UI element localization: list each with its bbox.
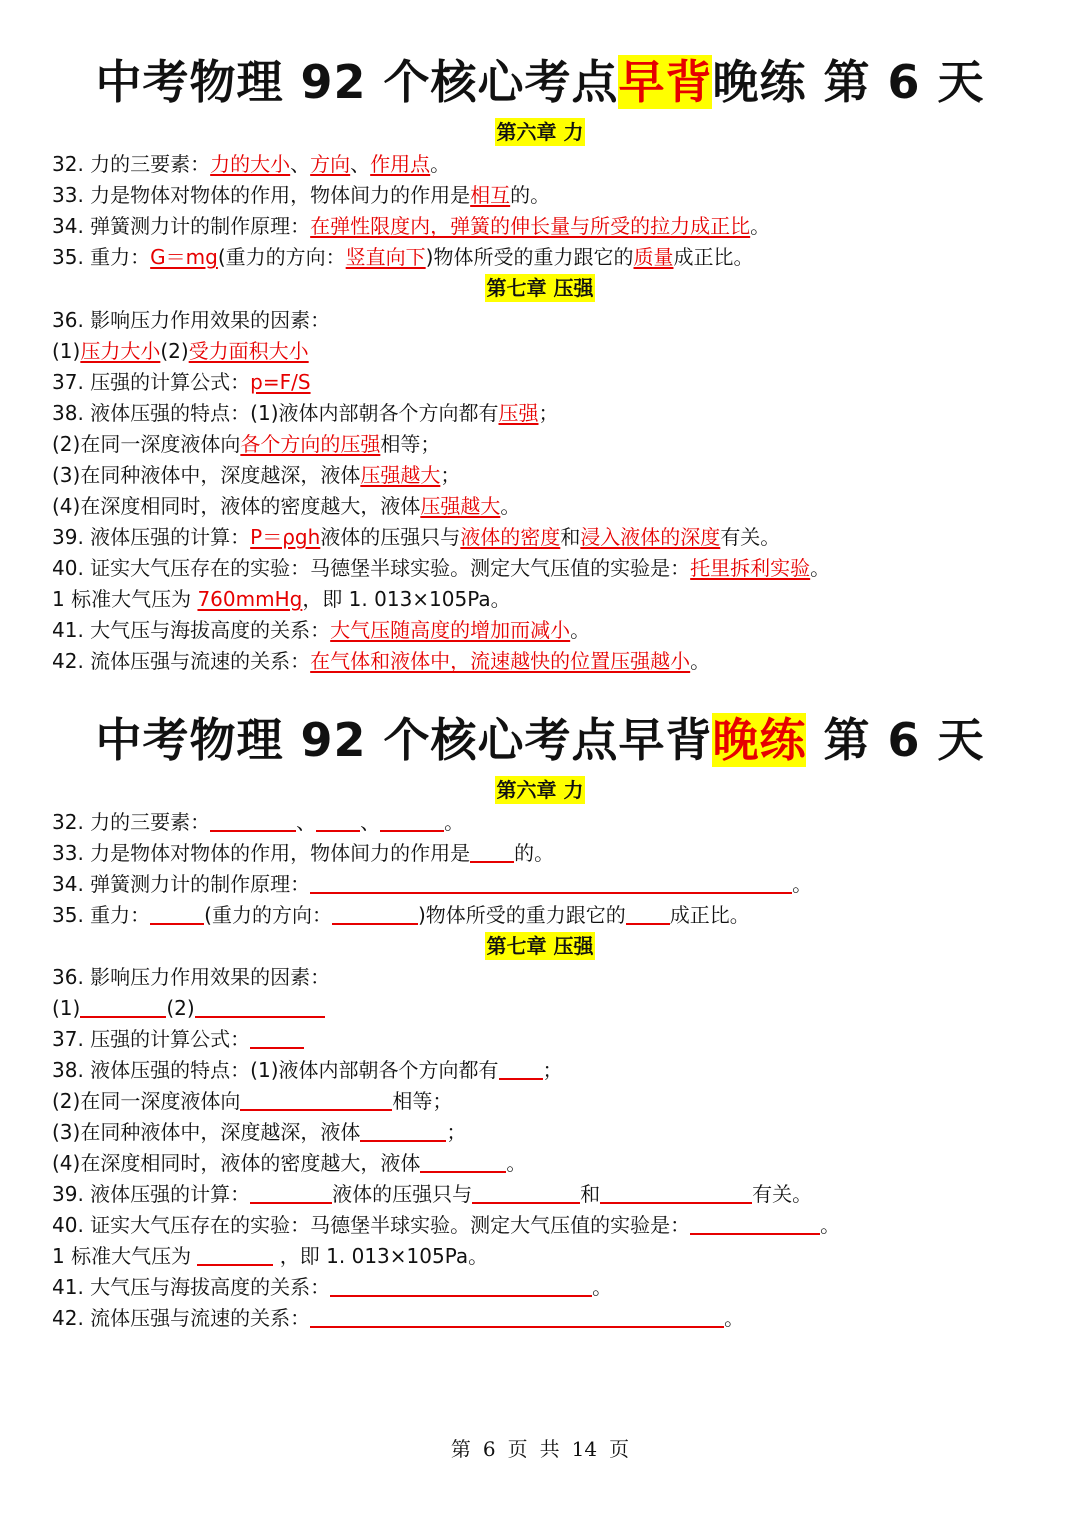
answer-blank[interactable]	[250, 1182, 332, 1204]
answer: 在气体和液体中，流速越快的位置压强越小	[310, 649, 691, 673]
answer: 压强越大	[360, 463, 441, 487]
exercise-33	[52, 839, 554, 867]
answer-blank[interactable]	[600, 1182, 752, 1204]
text-segment: ，即 1. 013×105Pa。	[302, 587, 511, 611]
item-32	[52, 150, 450, 178]
item-atm	[52, 585, 511, 613]
text-segment: 。	[430, 152, 451, 176]
exercise-42	[52, 1304, 744, 1332]
text-segment: 有关。	[752, 1182, 813, 1206]
text-segment: 。	[506, 1151, 527, 1175]
answer-blank[interactable]	[470, 841, 514, 863]
answer: 质量	[633, 245, 674, 269]
text-segment: (2)在同一深度液体向	[52, 1089, 241, 1113]
text-segment: 1 标准大气压为	[52, 587, 198, 611]
item-38-3	[52, 461, 460, 489]
item-35	[52, 243, 753, 271]
text-segment: 。	[792, 872, 813, 896]
answer-blank[interactable]	[332, 903, 418, 925]
item-38	[52, 399, 559, 427]
page-total: 14	[571, 1437, 598, 1461]
text-segment: (重力的方向：	[204, 903, 332, 927]
item-42	[52, 647, 710, 675]
answer-blank[interactable]	[310, 872, 792, 894]
chapter-heading	[0, 274, 1080, 304]
text-segment: (2)在同一深度液体向	[52, 432, 241, 456]
item-34	[52, 212, 770, 240]
text-segment: 第六章 力	[496, 120, 584, 144]
text-segment: 34. 弹簧测力计的制作原理：	[52, 872, 311, 896]
answer-blank[interactable]	[626, 903, 670, 925]
text-segment: 39. 液体压强的计算：	[52, 525, 251, 549]
title-highlight: 早背	[618, 55, 713, 109]
answer: 相互	[470, 183, 511, 207]
text-segment: 第	[450, 1437, 471, 1461]
text-segment: 中考物理 92 个核心考点早背	[95, 713, 713, 767]
text-segment: 、	[290, 152, 311, 176]
item-33	[52, 181, 550, 209]
text-segment: ；	[542, 1058, 563, 1082]
answer: 竖直向下	[345, 245, 426, 269]
answer-blank[interactable]	[690, 1213, 820, 1235]
text-segment: (2)	[166, 996, 195, 1020]
text-segment: ；	[446, 1120, 467, 1144]
answer: 作用点	[370, 152, 431, 176]
text-segment: 。	[820, 1213, 841, 1237]
text-segment: 和	[560, 525, 581, 549]
answer: 压力大小	[80, 339, 161, 363]
text-segment: 36. 影响压力作用效果的因素：	[52, 308, 331, 332]
title-morning	[0, 52, 1080, 112]
exercise-40	[52, 1211, 840, 1239]
text-segment: (2)	[160, 339, 189, 363]
text-segment: )物体所受的重力跟它的	[417, 903, 626, 927]
answer-blank[interactable]	[250, 1027, 304, 1049]
answer-blank[interactable]	[240, 1089, 392, 1111]
text-segment: 、	[350, 152, 371, 176]
answer-blank[interactable]	[195, 996, 325, 1018]
answer-blank[interactable]	[472, 1182, 580, 1204]
exercise-36	[52, 963, 330, 991]
text-segment: 37. 压强的计算公式：	[52, 370, 251, 394]
text-segment: 40. 证实大气压存在的实验：马德堡半球实验。测定大气压值的实验是：	[52, 1213, 691, 1237]
text-segment: 页	[507, 1437, 528, 1461]
text-segment: 第 6 天	[806, 713, 985, 767]
text-segment: 液体的压强只与	[320, 525, 461, 549]
item-38-4	[52, 492, 520, 520]
text-segment: 晚练 第 6 天	[712, 55, 985, 109]
text-segment: (重力的方向：	[217, 245, 346, 269]
text-segment: (3)在同种液体中，深度越深，液体	[52, 463, 361, 487]
text-segment: 。	[570, 618, 591, 642]
answer-blank[interactable]	[197, 1244, 273, 1266]
text-segment: 37. 压强的计算公式：	[52, 1027, 251, 1051]
exercise-37	[52, 1025, 304, 1053]
text-segment: 32. 力的三要素：	[52, 152, 211, 176]
text-segment: 。	[724, 1306, 745, 1330]
text-segment: 、	[360, 810, 381, 834]
item-38-2	[52, 430, 440, 458]
exercise-38-3	[52, 1118, 466, 1146]
text-segment: (4)在深度相同时，液体的密度越大，液体	[52, 1151, 421, 1175]
text-segment: 第七章 压强	[486, 934, 594, 958]
text-segment: 1 标准大气压为	[52, 1244, 198, 1268]
text-segment: 。	[444, 810, 465, 834]
answer-blank[interactable]	[330, 1275, 592, 1297]
text-segment: 成正比。	[673, 245, 754, 269]
exercise-32	[52, 808, 464, 836]
answer: 液体的密度	[460, 525, 561, 549]
exercise-38	[52, 1056, 563, 1084]
exercise-41	[52, 1273, 612, 1301]
text-segment: 36. 影响压力作用效果的因素：	[52, 965, 331, 989]
exercise-38-2	[52, 1087, 452, 1115]
text-segment: 液体的压强只与	[332, 1182, 473, 1206]
text-segment: 相等；	[380, 432, 441, 456]
answer: p=F/S	[250, 370, 311, 394]
answer: 方向	[310, 152, 351, 176]
item-39	[52, 523, 780, 551]
answer: 压强越大	[420, 494, 501, 518]
text-segment: 41. 大气压与海拔高度的关系：	[52, 618, 331, 642]
text-segment: (3)在同种液体中，深度越深，液体	[52, 1120, 361, 1144]
text-segment: 33. 力是物体对物体的作用，物体间力的作用是	[52, 841, 471, 865]
chapter-heading	[0, 118, 1080, 148]
text-segment: 页	[609, 1437, 630, 1461]
answer-blank[interactable]	[499, 1058, 543, 1080]
exercise-34	[52, 870, 812, 898]
text-segment: (1)	[52, 996, 81, 1020]
text-segment: 中考物理 92 个核心考点	[95, 55, 619, 109]
text-segment: 42. 流体压强与流速的关系：	[52, 1306, 311, 1330]
answer-blank[interactable]	[316, 810, 360, 832]
text-segment: 第六章 力	[496, 778, 584, 802]
text-segment: )物体所受的重力跟它的	[425, 245, 634, 269]
answer: 力的大小	[210, 152, 291, 176]
text-segment: 。	[690, 649, 711, 673]
text-segment: (1)	[52, 339, 81, 363]
answer-blank[interactable]	[150, 903, 204, 925]
page-footer	[0, 1433, 1080, 1462]
chapter-heading	[0, 932, 1080, 962]
text-segment: 35. 重力：	[52, 903, 151, 927]
text-segment: 32. 力的三要素：	[52, 810, 211, 834]
answer: 760mmHg	[197, 587, 303, 611]
text-segment: 。	[750, 214, 771, 238]
answer-blank[interactable]	[210, 810, 296, 832]
exercise-38-4	[52, 1149, 526, 1177]
text-segment: 有关。	[720, 525, 781, 549]
text-segment: 41. 大气压与海拔高度的关系：	[52, 1275, 331, 1299]
text-segment: ；	[538, 401, 559, 425]
text-segment: 38. 液体压强的特点：(1)液体内部朝各个方向都有	[52, 1058, 499, 1082]
text-segment: 。	[500, 494, 521, 518]
item-41	[52, 616, 590, 644]
exercise-36-sub	[52, 994, 325, 1022]
answer: P＝ρgh	[250, 525, 321, 549]
text-segment: 、	[296, 810, 317, 834]
answer: 在弹性限度内，弹簧的伸长量与所受的拉力成正比	[310, 214, 751, 238]
answer: 大气压随高度的增加而减小	[330, 618, 571, 642]
answer-blank[interactable]	[420, 1151, 506, 1173]
exercise-39	[52, 1180, 812, 1208]
text-segment: 和	[580, 1182, 601, 1206]
text-segment: 的。	[510, 183, 551, 207]
exercise-35	[52, 901, 750, 929]
answer: 托里拆利实验	[690, 556, 811, 580]
answer: 浸入液体的深度	[580, 525, 721, 549]
text-segment: 33. 力是物体对物体的作用，物体间力的作用是	[52, 183, 471, 207]
answer: 压强	[498, 401, 539, 425]
answer-blank[interactable]	[380, 810, 444, 832]
text-segment: 。	[810, 556, 831, 580]
page-number: 6	[482, 1437, 496, 1461]
text-segment: 共	[539, 1437, 560, 1461]
text-segment: 的。	[514, 841, 555, 865]
chapter-heading	[0, 776, 1080, 806]
text-segment: 相等；	[392, 1089, 453, 1113]
exercise-atm	[52, 1242, 488, 1270]
answer-blank[interactable]	[310, 1306, 724, 1328]
text-segment: 42. 流体压强与流速的关系：	[52, 649, 311, 673]
item-36-sub	[52, 337, 309, 365]
title-highlight: 晚练	[712, 713, 807, 767]
text-segment: 34. 弹簧测力计的制作原理：	[52, 214, 311, 238]
answer-blank[interactable]	[360, 1120, 446, 1142]
text-segment: (4)在深度相同时，液体的密度越大，液体	[52, 494, 421, 518]
item-40	[52, 554, 830, 582]
text-segment: 38. 液体压强的特点：(1)液体内部朝各个方向都有	[52, 401, 499, 425]
text-segment: 。	[592, 1275, 613, 1299]
text-segment: 第七章 压强	[486, 276, 594, 300]
answer: 各个方向的压强	[240, 432, 381, 456]
item-37	[52, 368, 311, 396]
answer-blank[interactable]	[80, 996, 166, 1018]
text-segment: 40. 证实大气压存在的实验：马德堡半球实验。测定大气压值的实验是：	[52, 556, 691, 580]
text-segment: 成正比。	[669, 903, 750, 927]
title-evening	[0, 710, 1080, 770]
answer: 受力面积大小	[188, 339, 309, 363]
item-36	[52, 306, 330, 334]
text-segment: 39. 液体压强的计算：	[52, 1182, 251, 1206]
text-segment: 35. 重力：	[52, 245, 151, 269]
answer: G＝mg	[150, 245, 218, 269]
text-segment: ，即 1. 013×105Pa。	[273, 1244, 489, 1268]
text-segment: ；	[440, 463, 461, 487]
